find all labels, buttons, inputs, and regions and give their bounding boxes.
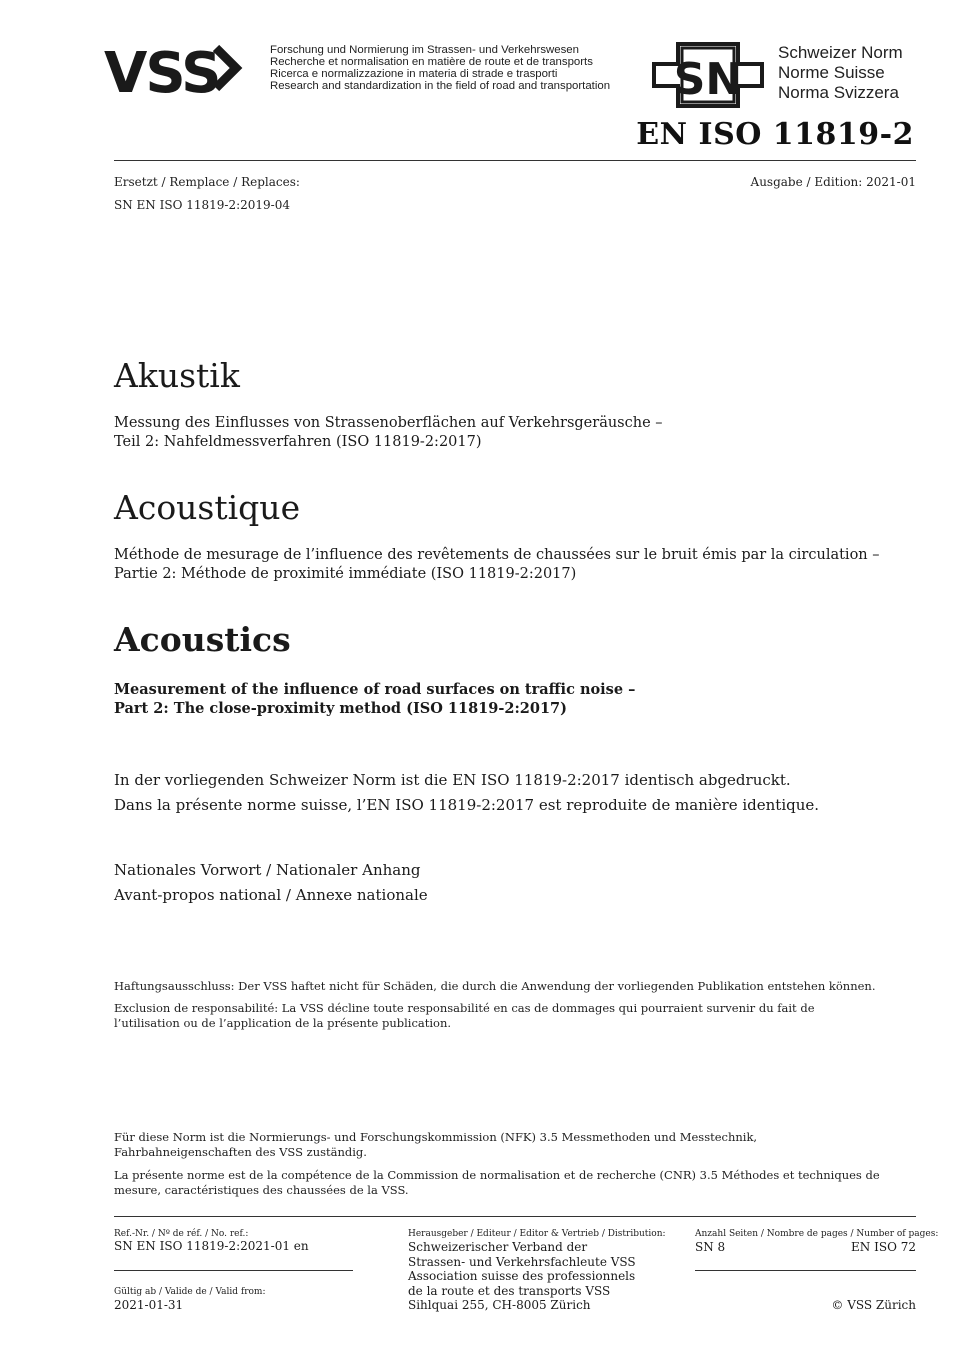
title-en: Acoustics [114, 620, 291, 659]
title-fr: Acoustique [114, 488, 301, 527]
sn-text-line: Norma Svizzera [778, 83, 899, 102]
valid-label: Gültig ab / Valide de / Valid from: [114, 1287, 266, 1297]
replaces-label: Ersetzt / Remplace / Replaces: [114, 175, 300, 189]
footer-divider [114, 1216, 916, 1217]
pages-divider [695, 1270, 916, 1271]
subtitle-fr [114, 546, 880, 584]
title-de: Akustik [114, 356, 240, 395]
pages-label: Anzahl Seiten / Nombre de pages / Number of pages: [695, 1229, 939, 1239]
publisher-line: Strassen- und Verkehrsfachleute VSS [408, 1254, 636, 1269]
disclaimer-fr: Exclusion de responsabilité: La VSS décline toute responsabilité en cas de dommages qui pourraient survenir du fait de l’utilisation ou de l’application de la présente publication. [114, 1001, 815, 1030]
national-foreword-fr: Avant-propos national / Annexe nationale [114, 886, 428, 904]
vss-logo-text: VSS [104, 41, 220, 100]
vss-description [270, 44, 610, 92]
sn-text-line: Schweizer Norm [778, 43, 903, 62]
standard-number: EN ISO 11819-2 [636, 117, 914, 152]
subtitle-en [114, 680, 635, 718]
publisher-line: Sihlquai 255, CH-8005 Zürich [408, 1298, 591, 1312]
ref-value: SN EN ISO 11819-2:2021-01 en [114, 1239, 309, 1253]
subtitle-line: Messung des Einflusses von Strassenoberflächen auf Verkehrsgeräusche – [114, 415, 663, 431]
vss-desc-line: Forschung und Normierung im Strassen- und Verkehrswesen [270, 44, 579, 56]
publisher-line: de la route et des transports VSS [408, 1283, 611, 1298]
valid-value: 2021-01-31 [114, 1298, 184, 1312]
publisher-line: Association suisse des professionnels [408, 1269, 636, 1283]
subtitle-line: Méthode de mesurage de l’influence des revêtements de chaussées sur le bruit émis par la circulation – [114, 547, 880, 563]
disclaimer-de: Haftungsausschluss: Der VSS haftet nicht für Schäden, die durch die Anwendung der vorliegenden Publikation entstehen können. [114, 979, 876, 993]
subtitle-line: Partie 2: Méthode de proximité immédiate (ISO 11819-2:2017) [114, 566, 577, 582]
vss-desc-line: Ricerca e normalizzazione in materia di strade e trasporti [270, 68, 558, 80]
sn-logo-text: SN [673, 54, 743, 105]
committee-fr: La présente norme est de la compétence de la Commission de normalisation et de recherche (CNR) 3.5 Méthodes et techniques de mesure, caractéristiques des chaussées de la VSS. [114, 1168, 880, 1197]
subtitle-de [114, 414, 663, 452]
publisher-label: Herausgeber / Editeur / Editor & Vertrieb / Distribution: [408, 1229, 666, 1239]
sn-text [778, 43, 903, 103]
vss-logo [104, 40, 254, 100]
pages-iso: EN ISO 72 [851, 1240, 916, 1254]
publisher-line: Schweizerischer Verband der [408, 1240, 588, 1254]
committee-de: Für diese Norm ist die Normierungs- und Forschungskommission (NFK) 3.5 Messmethoden und Messtechnik, Fahrbahneigenschaften des VSS zuständig. [114, 1130, 758, 1159]
ref-divider [114, 1270, 353, 1271]
replaces-value: SN EN ISO 11819-2:2019-04 [114, 198, 290, 212]
ref-label: Ref.-Nr. / Nº de réf. / No. ref.: [114, 1229, 249, 1239]
publisher-address [408, 1240, 636, 1313]
sn-logo [652, 42, 764, 108]
subtitle-line: Measurement of the influence of road surfaces on traffic noise – [114, 681, 636, 698]
national-foreword-de: Nationales Vorwort / Nationaler Anhang [114, 861, 421, 879]
subtitle-line: Part 2: The close-proximity method (ISO 11819-2:2017) [114, 700, 568, 717]
subtitle-line: Teil 2: Nahfeldmessverfahren (ISO 11819-2:2017) [114, 434, 482, 450]
sn-text-line: Norme Suisse [778, 63, 885, 82]
copyright: © VSS Zürich [831, 1298, 916, 1312]
pages-sn: SN 8 [695, 1240, 726, 1254]
vss-desc-line: Recherche et normalisation en matière de route et de transports [270, 56, 593, 68]
header-divider [114, 160, 916, 161]
edition: Ausgabe / Edition: 2021-01 [750, 175, 916, 189]
notice-fr: Dans la présente norme suisse, l’EN ISO 11819-2:2017 est reproduite de manière identique. [114, 796, 820, 814]
vss-desc-line: Research and standardization in the field of road and transportation [270, 80, 611, 92]
notice-de: In der vorliegenden Schweizer Norm ist die EN ISO 11819-2:2017 identisch abgedruckt. [114, 771, 791, 789]
